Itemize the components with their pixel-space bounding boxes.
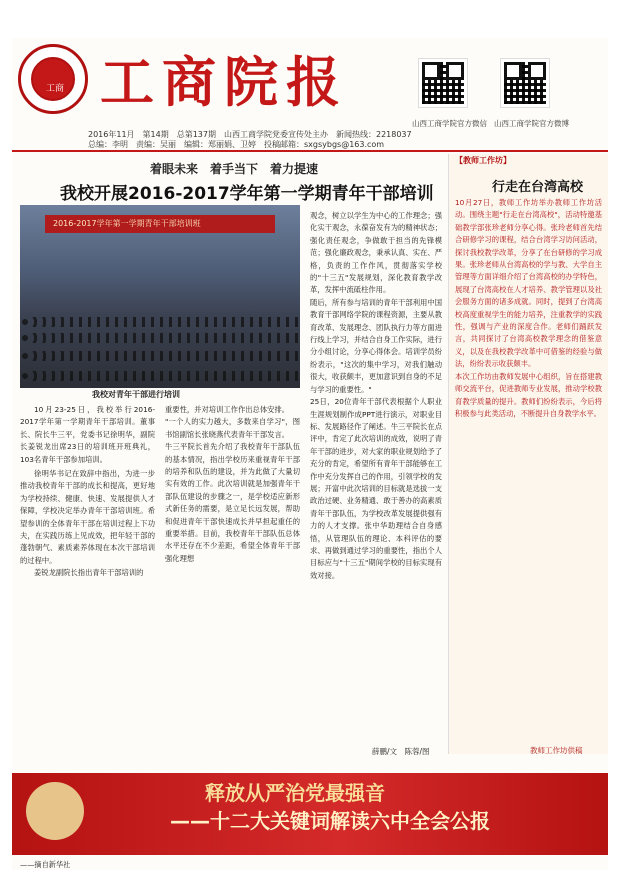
lead-col1-para: 徐明华书记在致辞中指出，为进一步推动我校青年干部的成长和提高，更好地为学校持续、健康、快速、发展提供人才保障，学校决定举办青年干部培训班。希望参训的全体青年干部在培训过程上下功夫，在实践历练上见成效，把年轻干部的蓬勃朝气、素质素养体现在本次干部培训的过程中。 [20,469,155,565]
school-seal-icon [18,44,88,114]
lead-column-1 [20,404,155,764]
feature-source [20,859,130,879]
sidebar-title: 行走在台湾高校 [492,180,584,195]
feature-title-line1: 释放从严治党最强音 [205,781,385,805]
lead-column-3: 观念，树立以学生为中心的工作理念；强化实干观念，永葆奋发有为的精神状态；强化责任观念，争做敢于担当的先锋模范；强化廉政观念，秉承认真、实在、严格，负责的工作作风，贯彻落实学校的"十三五"发展规划，深化教育教学改革，发挥中流砥柱作用。 随后，所有参与培训的青年干部利用中国教育干部网络学院的课程资源，主要从教育改革、发展理念、团队执行力等方面进行线上学习，并结合自身工作实际，进行分小组讨论，分享心得体会。培训学员纷纷表示，"这次的集中学习，对我们触动很大，收获颇丰，更加意识到自身的不足与学习的重要性。" 25日，20位青年干部代表根据个人职业生涯规划制作成PPT进行演示，对职业目标、发展路径作了阐述。牛三平院长在点评中，肯定了此次培训的成效，说明了青年干部的进步，对大家的职业规划给予了充分的肯定，希望所有青年干部能够在工作中充分发挥自己的作用，引领学校的发展；开富中此次培训的目标就是选拔一支政治过硬、业务精通、敢于善办的高素质青年干部队伍，为学校改革发展提供强有力的人才支撑。张中华助理结合自身感悟，从管理队伍的理论、本科评估的要求、再做到通过学习的重要性，指出个人目标应与"十三五"期间学校的目标实现有效对接。 [310,211,442,580]
feature-title-line2: ——十二大关键词解读六中全会公报 [170,809,490,833]
wechat-qr-icon[interactable] [418,58,468,108]
editor-line: 总编：李明 责编：吴丽 编辑：郑丽娟、卫婷 投稿邮箱：sxgsybgs@163.com [88,140,385,149]
issue-line: 2016年11月 第14期 总第137期 山西工商学院党委宣传处主办 新闻热线：2218037 [88,130,412,139]
qr-right-caption: 山西工商学院官方微博 [494,119,569,128]
seal-text: 工商 [45,84,64,94]
training-photo [20,205,300,388]
header-divider [12,150,608,152]
lead-col1-para: 10月23-25日，我校举行2016-2017学年第一学期青年干部培训。董事长、院长牛三平，党委书记徐明华，副院长姜锐龙出席23日的培训班开班典礼，103名青年干部参加培训。 [20,405,155,464]
masthead [12,38,412,149]
photo-banner [45,215,275,233]
weibo-qr-icon[interactable] [500,58,550,108]
qr-left-caption: 山西工商学院官方微信 [412,119,487,128]
photo-banner-text: 2016-2017学年第一学期青年干部培训班 [53,219,201,228]
lead-byline: 薛鹏/文 陈蓉/图 [372,747,430,756]
lead-col1-para: 姜锐龙副院长指出青年干部培训的 [34,568,144,578]
photo-caption: 我校对青年干部进行培训 [92,390,180,399]
sidebar-body: 10月27日，教师工作坊举办教师工作坊活动。围绕主题"行走在台湾高校"，活动特邀基础教学部张珍老师分享心得。张玲老师首先结合研修学习的课程，结合台湾学习访问活动，探讨我校教学改革，分享了在台研修的学习成果。张珍老师从台湾高校的学与教、大学自主管理等方面详细介绍了台湾高校的办学特色，展现了台湾高校在人才培养、教学管理以及社会服务方面的诸多成就。同时，提到了台湾高校高度重视学生的能力培养，注重教学的实践性，强调与产业的深度合作。老师们踊跃发言，共同探讨了台湾高校教学理念的借鉴意义，以及在我校教学改革中可借鉴的经验与做法，纷纷表示收获颇丰。 本次工作坊由教师发展中心组织，旨在搭建教师交流平台，促进教师专业发展，推动学校教育教学质量的提升。教师们纷纷表示，今后将积极参与此类活动，不断提升自身教学水平。 [455,198,602,418]
feature-source-text: ——摘自新华社 [20,860,71,869]
paper-title: 工商院报 [100,50,348,114]
lead-headline: 我校开展2016-2017学年第一学期青年干部培训 [60,184,434,204]
lead-subtitle: 着眼未来 着手当下 着力提速 [150,162,319,176]
party-emblem-icon [26,782,84,840]
sidebar-sign: 教师工作坊供稿 [530,746,583,755]
lead-column-2: 重要性，并对培训工作作出总体安排。 "一个人的实力越大，多数来自学习"，图书馆副馆长张晓燕代表青年干部发言。 牛三平院长首先介绍了我校青年干部队伍的基本情况，指出学校历来重视青年干部的培养和队伍的建设，并为此做了大量切实有效的工作。此次培训就是加强青年干部队伍建设的步骤之一，是学校适应新形式新任务的需要，是立足长远发展，帮助和促进青年干部快速成长并早担起重任的重要举措。目前，我校青年干部队伍总体水平还存在不少差距，希望全体青年干部强化理想 [165,405,300,563]
sidebar-tag: 【教师工作坊】 [455,156,511,165]
